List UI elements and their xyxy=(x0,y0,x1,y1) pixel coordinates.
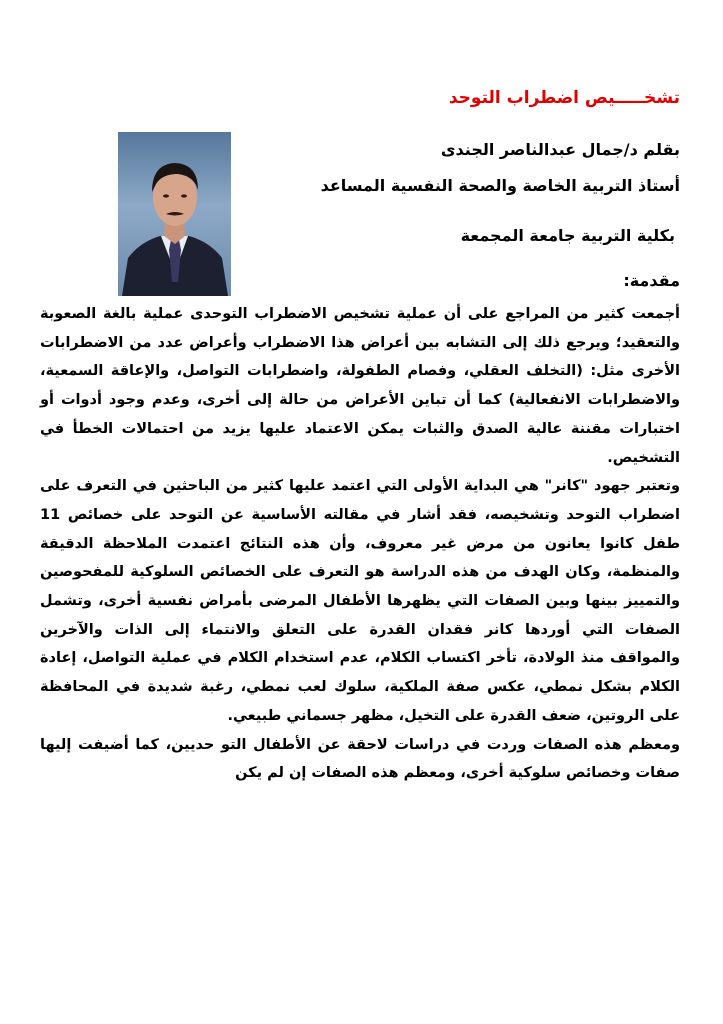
section-heading-introduction: مقدمة: xyxy=(623,271,680,290)
paragraph-3: ومعظم هذه الصفات وردت في دراسات لاحقة عن الأطفال التو حديين، كما أضيفت إليها صفات وخصائص سلوكية أخرى، ومعظم هذه الصفات إن لم يكن xyxy=(40,736,680,782)
author-affiliation: بكلية التربية جامعة المجمعة xyxy=(460,226,675,245)
document-title: تشخـــــيص اضطراب التوحد xyxy=(448,88,680,108)
paragraph-1: أجمعت كثير من المراجع على أن عملية تشخيص الاضطراب التوحدى عملية بالغة الصعوبة والتعقيد؛ ويرجع ذلك إلى التشابه بين أعراض هذا الاضطراب وأعراض عدد من الاضطرابات الأخرى مثل: (التخلف العقلي، وفصام الطفولة، واضطرابات التواصل، والإعاقة السمعية، والاضطرابات الانفعالية) كما أن تباين الأعراض من حالة إلى أخرى، وعدم وجود أدوات أو اختبارات مقننة عالية الصدق والثبات يمكن الاعتماد عليها يزيد من احتمالات الخطأ في التشخيص. xyxy=(40,306,680,466)
author-byline: بقلم د/جمال عبدالناصر الجندى xyxy=(440,140,680,159)
portrait-drawing xyxy=(118,132,231,296)
author-portrait-photo xyxy=(118,132,231,296)
paragraph-2: وتعتبر جهود "كانر" هي البداية الأولى التي اعتمد عليها كثير من الباحثين في التعرف على اضطراب التوحد وتشخيصه، فقد أشار في مقالته الأساسية عن التوحد على خصائص 11 طفل كانوا يعانون من مرض غير معروف، وأن هذه النتائج اعتمدت الملاحظة الدقيقة والمنظمة، وكان الهدف من هذه الدراسة هو التعرف على الخصائص السلوكية للمفحوصين والتمييز بينها وبين الصفات التي يظهرها الأطفال المرضى بأمراض نفسية أخرى، وتشمل الصفات التي أوردها كانر فقدان القدرة على التعلق والانتماء إلى الذات والآخرين والمواقف منذ الولادة، تأخر اكتساب الكلام، عدم استخدام الكلام في عملية التواصل، إعادة الكلام بشكل نمطي، عكس صفة الملكية، سلوك لعب نمطي، رغبة شديدة في المحافظة على الروتين، ضعف القدرة على التخيل، مظهر جسماني طبيعي. xyxy=(40,478,680,724)
author-position: أستاذ التربية الخاصة والصحة النفسية المساعد xyxy=(320,176,680,195)
body-text xyxy=(40,300,680,788)
left-eye-shape xyxy=(163,194,169,197)
right-eye-shape xyxy=(181,194,187,197)
